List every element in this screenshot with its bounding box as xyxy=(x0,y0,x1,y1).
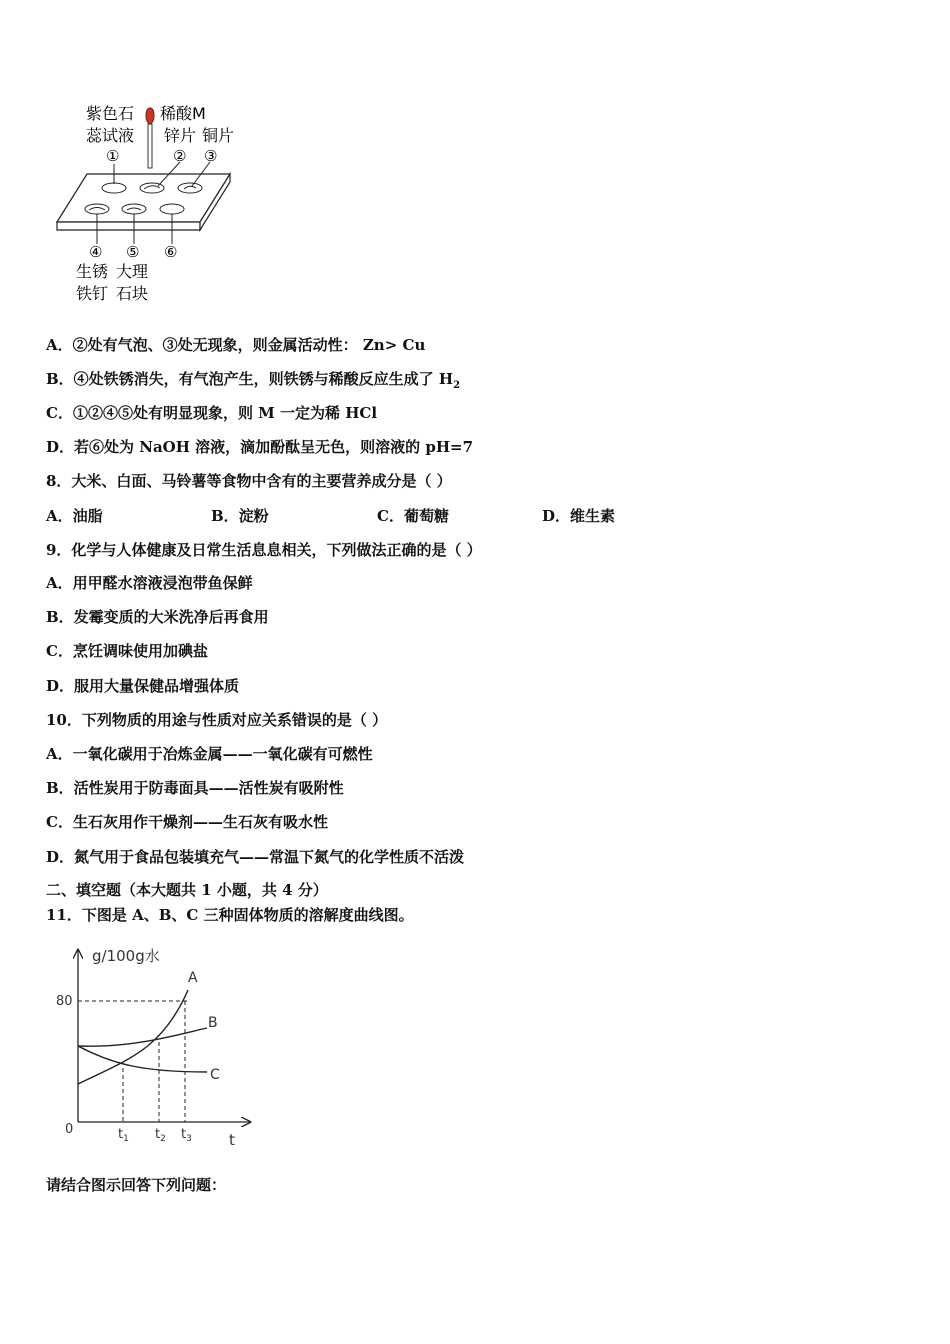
q7-option-b xyxy=(46,369,460,396)
q11-prompt: 请结合图示回答下列问题： xyxy=(46,1176,227,1194)
spot-plate-figure xyxy=(52,100,242,310)
label-purple-litmus-2: 蕊试液 xyxy=(86,126,135,145)
well-number-5: ⑤ xyxy=(126,243,140,261)
solubility-chart xyxy=(52,940,262,1150)
q10-option-c: C．生石灰用作干燥剂——生石灰有吸水性 xyxy=(46,813,328,831)
dropper-tube xyxy=(148,124,152,168)
q9-option-b: B．发霉变质的大米洗净后再食用 xyxy=(46,608,269,626)
well-5 xyxy=(122,204,146,214)
series-C-label: C xyxy=(210,1067,220,1083)
series-B-curve xyxy=(78,1028,207,1046)
q10-option-a: A．一氧化碳用于冶炼金属——一氧化碳有可燃性 xyxy=(46,745,373,763)
series-A-curve xyxy=(78,990,188,1084)
origin-label: 0 xyxy=(65,1122,74,1137)
label-rusty-nail-2: 铁钉 xyxy=(76,284,109,303)
q8-option-a: A．油脂 xyxy=(46,507,103,525)
h2-subscript: 2 xyxy=(453,380,461,391)
well-number-6: ⑥ xyxy=(164,243,178,261)
label-marble-1: 大理 xyxy=(116,262,149,281)
y-axis-label: g/100g水 xyxy=(92,947,160,965)
q8-option-c: C．葡萄糖 xyxy=(377,507,449,525)
label-marble-2: 石块 xyxy=(116,284,149,303)
q9-option-a: A．用甲醛水溶液浸泡带鱼保鲜 xyxy=(46,574,253,592)
label-dilute-acid: 稀酸M xyxy=(160,104,206,123)
q8-option-b: B．淀粉 xyxy=(211,507,269,525)
q7-option-c: C．①②④⑤处有明显现象，则 M 一定为稀 HCl xyxy=(46,404,378,422)
label-purple-litmus-1: 紫色石 xyxy=(86,104,135,123)
well-number-2: ② xyxy=(173,147,187,165)
label-zinc: 锌片 xyxy=(164,126,197,145)
plate-front xyxy=(57,222,200,230)
x-tick-label-t3: $t_3$ xyxy=(181,1127,192,1144)
q9-option-c: C．烹饪调味使用加碘盐 xyxy=(46,642,208,660)
q7-option-a: A．②处有气泡、③处无现象，则金属活动性： Zn> Cu xyxy=(46,336,426,354)
q10-stem: 10．下列物质的用途与性质对应关系错误的是（ ） xyxy=(46,711,388,729)
well-number-3: ③ xyxy=(204,147,218,165)
series-A-label: A xyxy=(188,970,198,986)
q8-stem: 8．大米、白面、马铃薯等食物中含有的主要营养成分是（ ） xyxy=(46,472,452,490)
t1-sub: 1 xyxy=(123,1134,129,1144)
x-tick-label-t1: $t_1$ xyxy=(118,1127,129,1144)
q7-option-d: D．若⑥处为 NaOH 溶液，滴加酚酞呈无色，则溶液的 pH=7 xyxy=(46,438,474,456)
q9-option-d: D．服用大量保健品增强体质 xyxy=(46,677,240,695)
section-heading: 二、填空题（本大题共 1 小题，共 4 分） xyxy=(46,881,328,899)
q8-option-d: D．维生素 xyxy=(542,507,616,525)
q10-option-b: B．活性炭用于防毒面具——活性炭有吸附性 xyxy=(46,779,344,797)
x-axis-label: t xyxy=(229,1131,235,1149)
q9-stem: 9．化学与人体健康及日常生活息息相关，下列做法正确的是（ ） xyxy=(46,541,482,559)
q7-option-b-text: B．④处铁锈消失，有气泡产生，则铁锈与稀酸反应生成了 H xyxy=(46,370,454,388)
label-rusty-nail-1: 生锈 xyxy=(76,262,109,281)
well-number-4: ④ xyxy=(89,243,103,261)
t2-sub: 2 xyxy=(160,1134,166,1144)
t3-sub: 3 xyxy=(186,1134,192,1144)
well-number-1: ① xyxy=(106,147,120,165)
well-1 xyxy=(102,183,126,193)
q11-stem: 11．下图是 A、B、C 三种固体物质的溶解度曲线图。 xyxy=(46,906,414,924)
x-tick-label-t2: $t_2$ xyxy=(155,1127,166,1144)
q10-option-d: D．氮气用于食品包装填充气——常温下氮气的化学性质不活泼 xyxy=(46,848,465,866)
label-copper: 铜片 xyxy=(202,126,235,145)
well-6 xyxy=(160,204,184,214)
y-tick-label-80: 80 xyxy=(56,994,73,1009)
series-B-label: B xyxy=(208,1015,218,1031)
dropper-bulb-icon xyxy=(146,108,154,124)
well-3 xyxy=(178,183,202,193)
well-2 xyxy=(140,183,164,193)
well-4 xyxy=(85,204,109,214)
